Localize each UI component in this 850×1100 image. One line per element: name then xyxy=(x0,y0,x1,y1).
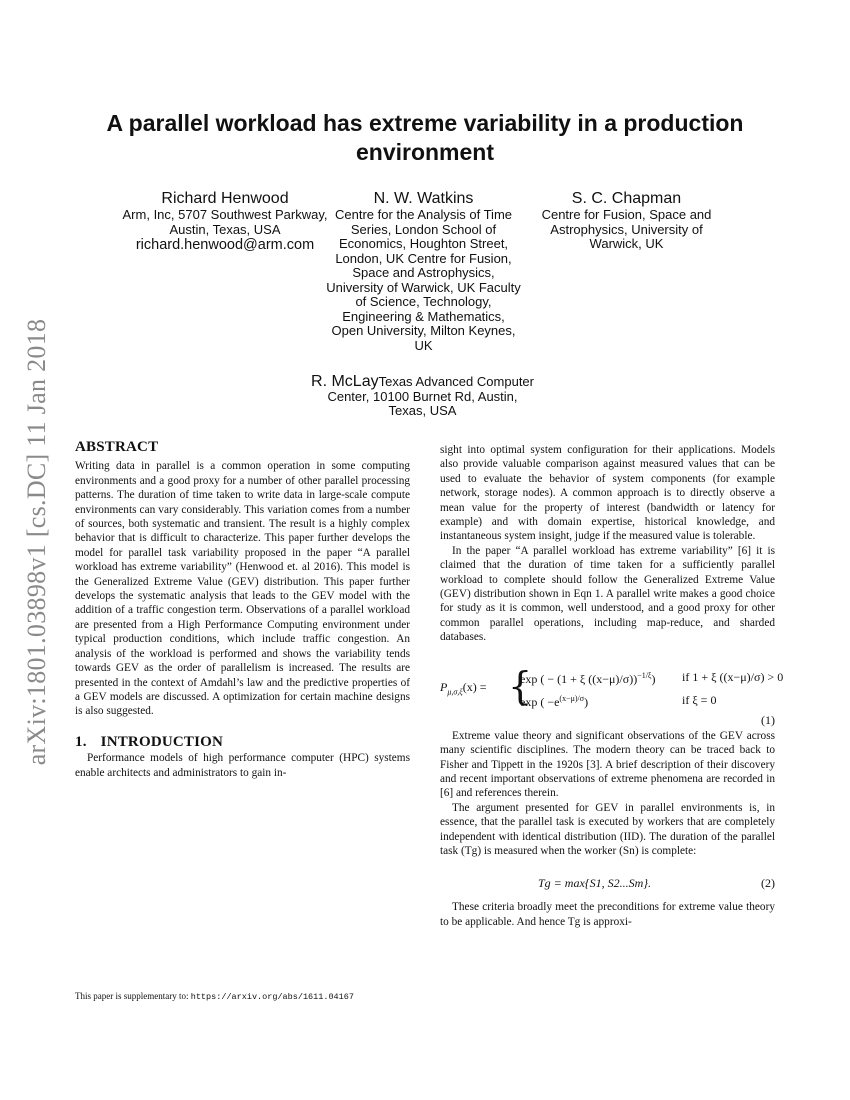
intro-paragraph: Performance models of high performance computer (HPC) systems enable architects and administrators to gain in- xyxy=(75,752,410,779)
author-affiliation: Centre for Fusion, Space and Astrophysics, University of Warwick, UK xyxy=(541,207,712,251)
equation-brace: { xyxy=(508,663,533,708)
intro-paragraph-continued: sight into optimal system configuration for their applications. Models also provide valuable comparison against measured values that can be used to evaluate the behavior of system components (for example network, storage nodes). A common approach is to directly observe a mean value for the property of interest (bandwidth or latency for example) and with domain expertise, historical knowledge, and instantaneous system insight, judge if the measured value is tolerable. xyxy=(440,444,775,543)
arxiv-identifier-stamp: arXiv:1801.03898v1 [cs.DC] 11 Jan 2018 xyxy=(22,318,51,766)
equation-max xyxy=(440,868,775,894)
equation-case-2: exp ( $-e^{(x-\mu)/\sigma}$) xyxy=(520,693,589,709)
author-name: Richard Henwood xyxy=(161,190,289,207)
author-affiliation: Centre for the Analysis of Time Series, London School of Economics, Houghton Street, London, UK Centre for Fusion, Space and Astrophysics, University of Warwick, UK Faculty of Science, Technology, Engineering & Mathematics, Open University, Milton Keynes, UK xyxy=(326,207,521,353)
section-title: INTRODUCTION xyxy=(100,733,224,750)
abstract-text: Writing data in parallel is a common operation in some computing environments and a good proxy for a number of other parallel processing patterns. The duration of time taken to write data in large-scale compute environments can vary considerably. This variation comes from a number of sources, both systematic and transient. The result is a highly complex behavior that is difficult to characterize. This paper further develops the model for parallel task variability proposed in the paper “A parallel workload has extreme variability” (Henwood et. al 2016). This model is the Generalized Extreme Value (GEV) distribution. This paper further develops the systematic analysis that leads to the GEV model with the addition of a traffic congestion term. Observations of a parallel workload are presented from a High Performance Computing environment under typical production conditions, which include traffic congestion. An analysis of the workload is performed and shows the variability tends towards GEV as the order of parallelism is increased. The results are presented in the context of Amdahl’s law and the predictive properties of a GEV models are discussed. A optimization for certain machine designs is also suggested. xyxy=(75,460,410,718)
equation-lhs: $P_{\mu,\sigma,\xi}(x)$ = xyxy=(440,679,487,697)
author-name: S. C. Chapman xyxy=(571,190,682,207)
equation-body: Tg = max{S1, S2...Sm}. xyxy=(538,876,652,891)
equation-gev xyxy=(440,663,784,729)
author-email[interactable]: richard.henwood@arm.com xyxy=(135,237,315,253)
equation-case-1: exp ( − (1 + ξ ((x−μ)/σ))$^{-1/\xi}$) xyxy=(520,670,656,686)
equation-condition-1: if 1 + ξ ((x−μ)/σ) > 0 xyxy=(682,669,784,684)
right-column xyxy=(440,443,784,929)
introduction-heading xyxy=(75,735,410,749)
intro-paragraph: In the paper “A parallel workload has extreme variability” [6] it is claimed that the duration of time taken for a sufficiently parallel workload to complete should follow the Generalized Extreme Value (GEV) distribution shown in Eqn 1. A parallel write makes a good choice for study as it is common, well understood, and a good proxy for other common parallel operations, including map-reduce, and sharded databases. xyxy=(440,544,775,644)
equation-number: (1) xyxy=(761,712,775,727)
author-watkins xyxy=(326,189,521,353)
intro-paragraph: The argument presented for GEV in parallel environments is, in essence, that the parallel task is executed by workers that are completely independent with identical distribution (IID). The duration of the parallel task (Tg) is measured when the worker (Sn) is complete: xyxy=(440,801,775,857)
author-henwood xyxy=(115,189,335,254)
abstract-heading: ABSTRACT xyxy=(75,439,159,455)
author-chapman xyxy=(524,189,729,252)
paper-title: A parallel workload has extreme variability in a production environment xyxy=(106,110,744,166)
author-affiliation: Computer Center, 10100 Burnet Rd, Austin, Texas, USA xyxy=(327,374,534,418)
author-mclay xyxy=(310,375,535,419)
footnote-link[interactable]: https://arxiv.org/abs/1611.04167 xyxy=(190,992,354,1002)
left-column xyxy=(75,440,410,780)
equation-number: (2) xyxy=(761,876,775,891)
section-number: 1. xyxy=(75,733,87,750)
author-affiliation-first: Texas Advanced xyxy=(378,374,474,389)
footnote-text: This paper is supplementary to: xyxy=(75,991,189,1001)
intro-paragraph: These criteria broadly meet the preconditions for extreme value theory to be applicable. And hence Tg is approxi- xyxy=(440,901,775,928)
footnote xyxy=(75,991,354,1003)
author-name: N. W. Watkins xyxy=(373,190,474,207)
equation-condition-2: if ξ = 0 xyxy=(682,692,717,707)
author-affiliation: Arm, Inc, 5707 Southwest Parkway, Austin, Texas, USA xyxy=(122,207,328,237)
author-name: R. McLay xyxy=(311,373,379,390)
intro-paragraph: Extreme value theory and significant observations of the GEV across many scientific disciplines. The modern theory can be traced back to Fisher and Tippett in the 1920s [3]. A brief description of their discovery and recent important observations of extreme phenomena are recorded in [6] and references therein. xyxy=(440,729,775,800)
